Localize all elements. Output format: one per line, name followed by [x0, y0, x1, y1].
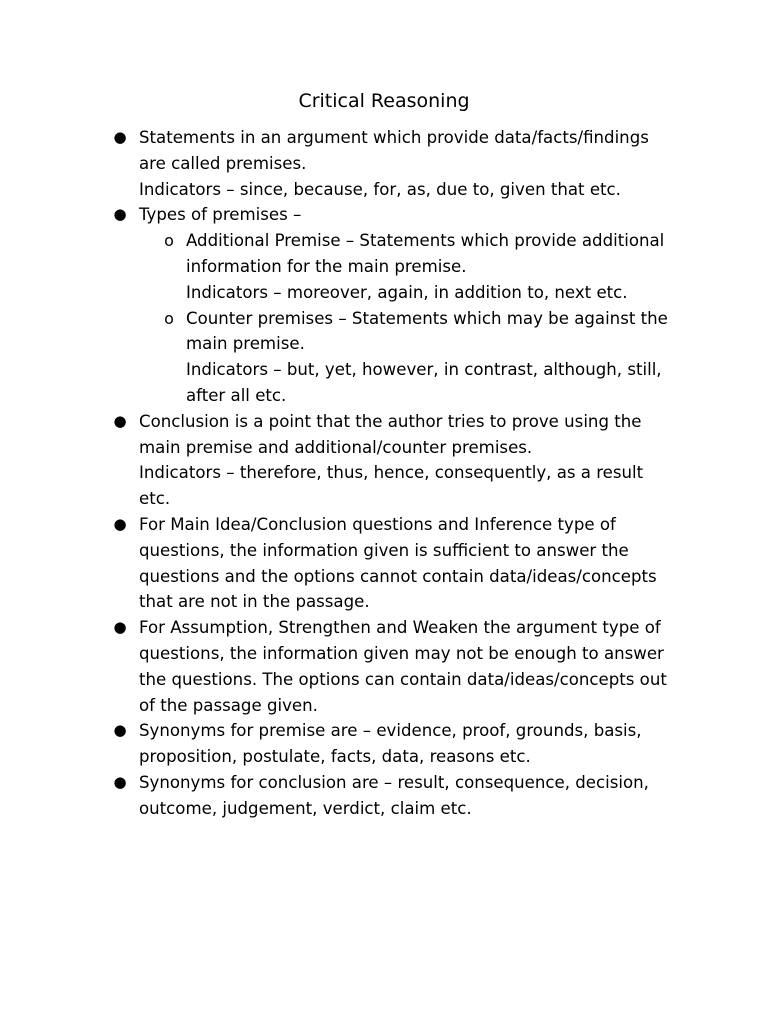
list-item-line: For Assumption, Strengthen and Weaken the argument type of — [139, 618, 661, 638]
list-item-premise-synonyms — [0, 718, 679, 770]
sub-bullet-marker: o — [164, 231, 174, 251]
list-item-line: are called premises. — [139, 153, 307, 173]
list-item-line: Indicators – since, because, for, as, due to, given that etc. — [139, 179, 621, 199]
list-item-line: Synonyms for conclusion are – result, consequence, decision, — [139, 772, 649, 792]
list-item-premises-definition — [0, 125, 679, 202]
list-item-line: Indicators – moreover, again, in addition to, next etc. — [186, 282, 628, 302]
list-item-main-idea-questions — [0, 512, 679, 615]
list-item-line: Indicators – therefore, thus, hence, consequently, as a result — [139, 463, 644, 483]
bullet-marker: ● — [113, 514, 127, 533]
list-item-line: Counter premises – Statements which may be against the — [186, 308, 668, 328]
bullet-list — [0, 125, 768, 822]
bullet-marker: ● — [113, 411, 127, 430]
list-item-assumption-questions — [0, 615, 679, 718]
sub-bullet-marker: o — [164, 308, 174, 328]
sub-list-item-additional-premise — [0, 228, 678, 305]
list-item-line: Additional Premise – Statements which provide additional — [186, 231, 665, 251]
list-item-line: etc. — [139, 489, 171, 509]
list-item-line: Types of premises – — [139, 205, 302, 225]
list-item-conclusion — [0, 409, 679, 512]
document-title: Critical Reasoning — [298, 90, 470, 112]
list-item-line: that are not in the passage. — [139, 592, 370, 612]
list-item-line: Conclusion is a point that the author tries to prove using the — [139, 411, 642, 431]
list-item-line: main premise. — [186, 334, 305, 354]
list-item-line: after all etc. — [186, 385, 287, 405]
list-item-line: questions and the options cannot contain data/ideas/concepts — [139, 566, 657, 586]
list-item-line: Synonyms for premise are – evidence, proof, grounds, basis, — [139, 721, 642, 741]
bullet-marker: ● — [113, 205, 127, 224]
list-item-line: information for the main premise. — [186, 256, 467, 276]
bullet-marker: ● — [113, 128, 127, 146]
list-item-line: main premise and additional/counter premises. — [139, 437, 533, 457]
list-item-line: questions, the information given may not be enough to answer — [139, 643, 664, 663]
list-item-line: For Main Idea/Conclusion questions and Inference type of — [139, 514, 616, 534]
bullet-marker: ● — [113, 618, 127, 637]
list-item-line: outcome, judgement, verdict, claim etc. — [139, 798, 472, 818]
bullet-marker: ● — [113, 772, 127, 791]
list-item-line: Statements in an argument which provide data/facts/findings — [139, 128, 649, 147]
list-item-line: questions, the information given is sufficient to answer the — [139, 540, 629, 560]
list-item-line: of the passage given. — [139, 695, 318, 715]
list-item-conclusion-synonyms — [0, 770, 679, 822]
list-item-line: the questions. The options can contain data/ideas/concepts out — [139, 669, 667, 689]
list-item-types-of-premises — [0, 202, 679, 228]
bullet-marker: ● — [113, 721, 127, 740]
sub-list-item-counter-premises — [0, 306, 678, 409]
list-item-line: Indicators – but, yet, however, in contrast, although, still, — [186, 360, 662, 380]
list-item-line: proposition, postulate, facts, data, reasons etc. — [139, 747, 531, 767]
